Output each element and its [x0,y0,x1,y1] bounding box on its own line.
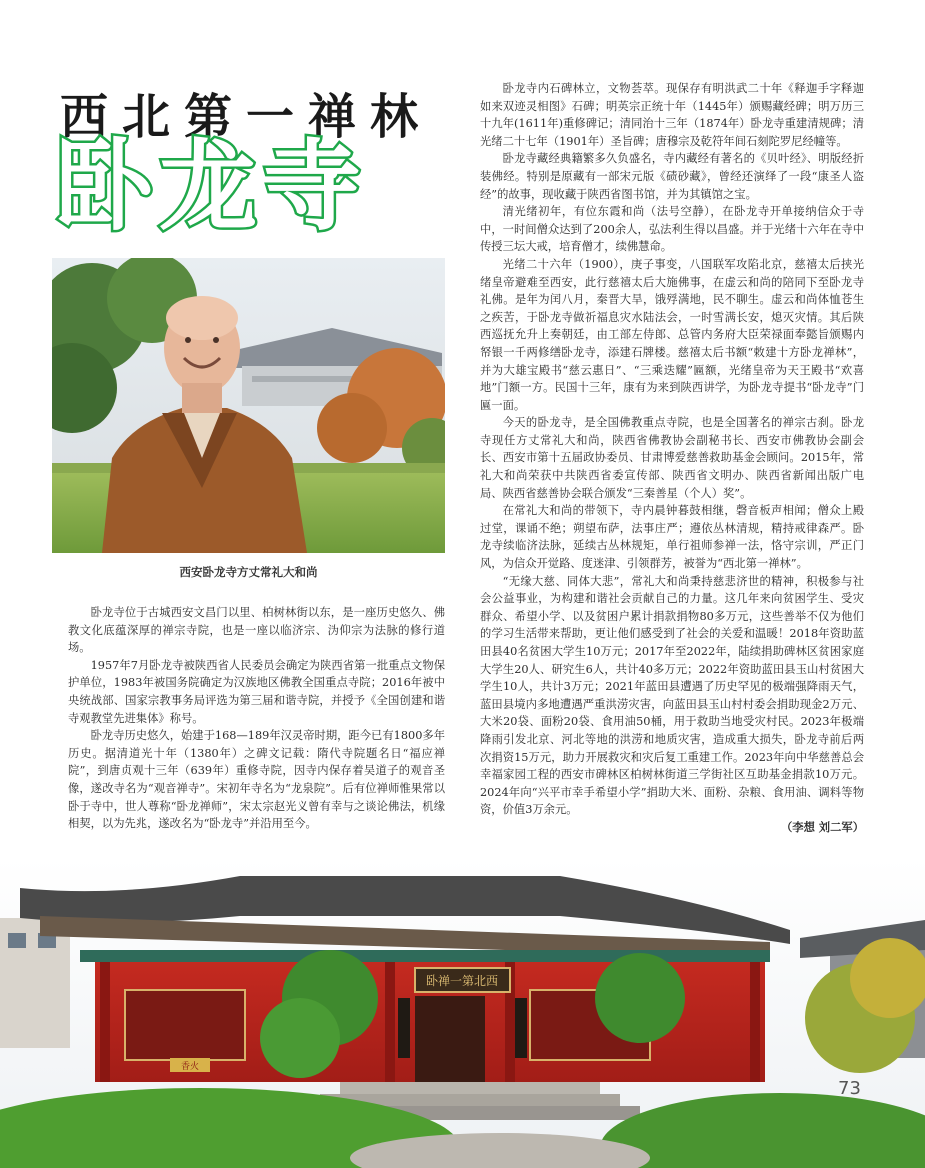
paragraph: 1957年7月卧龙寺被陕西省人民委员会确定为陕西省第一批重点文物保护单位，1983年被国务院确定为汉族地区佛教全国重点寺院；2016年被中央统战部、国家宗教事务局评选为第三届和谐寺院，并授予《全国创建和谐寺观教堂先进集体》称号。 [68,658,445,725]
article-author: （李想 刘二军） [780,819,864,834]
page-title: 西北第一禅林 [60,89,433,145]
temple-plaque-text: 卧禅一第北西 [425,974,499,988]
temple-photo [0,858,925,1168]
paragraph: 光绪二十六年（1900），庚子事变，八国联军攻陷北京，慈禧太后挟光绪皇帝避难至西安，此行慈禧太后大施佛事，在虚云和尚的陪同下至卧龙寺礼佛。是年为闰八月，秦晋大旱，饿殍满地，民不聊生。虚云和尚体恤苍生之疾苦，于卧龙寺做祈福息灾水陆法会，一时雪满长安，熄灭灾情。其后陕西巡抚允升上奏朝廷，由工部左侍郎、总管内务府大臣荣禄面奉懿旨颁赐内帑银一千两修缮卧龙寺，添建石牌楼。慈禧太后书额“敕建十方卧龙禅林”，并为大雄宝殿书“慈云惠日”、“三乘迭耀”匾额，光绪皇帝为天王殿书“欢喜地”门额一方。民国十三年，康有为来到陕西讲学，为卧龙寺提书“卧龙寺”门匾一面。 [480,257,864,412]
side-sign-text: 香火 [180,1062,200,1072]
paragraph: 卧龙寺内石碑林立，文物荟萃。现保存有明洪武二十年《释迦手字释迦如来双迹灵相图》石碑；明英宗正统十年（1445年）颁赐藏经碑；明万历三十九年(1611年)重修碑记；清同治十三年（1874年）卧龙寺重建清规碑；清光绪二十七年（1901年）圣旨碑；唐穆宗及乾符年间石刻陀罗尼经幢等。 [480,82,864,148]
paragraph: “无缘大慈、同体大悲”，常礼大和尚秉持慈悲济世的精神，积极参与社会公益事业，为构建和谐社会贡献自己的力量。这几年来向贫困学生、受灾群众、希望小学、以及贫困户累计捐款捐物80多万元，这些善举不仅为他们的学习生活带来帮助，更让他们感受到了社会的关爱和温暖！2018年资助蓝田县40名贫困大学生10万元；2017年至2022年，陆续捐助碑林区贫困家庭大学生20人、研究生6人，共计40多万元；2022年资助蓝田县玉山村贫困大学生10人，共计3万元；2021年蓝田县遭遇了历史罕见的极端强降雨天气，蓝田县境内多地遭遇严重洪涝灾害，向蓝田县玉山村村委会捐助现金2万元、大米20袋、面粉20袋、食用油50桶，用于救助当地受灾村民。2023年极端降雨引发北京、河北等地的洪涝和地质灾害，造成重大损失，卧龙寺前后两次捐资15万元，助力开展救灾和灾后复工重建工作。2023年向中华慈善总会幸福家园工程的西安市碑林区柏树林街道三学街社区互助基金捐款10万元。2024年向“兴平市幸手希望小学”捐助大米、面粉、杂粮、食用油、调料等物资，价值3万余元。 [480,574,864,817]
article-column-left [68,604,445,833]
abbot-photo [52,258,445,553]
article-column-right [480,80,864,837]
paragraph: 卧龙寺藏经典籍繁多久负盛名，寺内藏经有著名的《贝叶经》、明版经折装佛经。特别是原藏有一部宋元版《碛砂藏》，曾经还演绎了一段“康圣人盗经”的故事，现收藏于陕西省图书馆，并为其镇馆之宝。 [480,152,864,201]
abbot-portrait-illustration [52,258,445,553]
temple-name-title: 卧龙寺 [55,130,368,244]
temple-hall-illustration [0,858,925,1168]
paragraph: 卧龙寺位于古城西安文昌门以里、柏树林街以东，是一座历史悠久、佛教文化底蕴深厚的禅宗寺院，也是一座以临济宗、沩仰宗为法脉的修行道场。 [68,606,445,655]
paragraph: 今天的卧龙寺，是全国佛教重点寺院，也是全国著名的禅宗古刹。卧龙寺现任方丈常礼大和尚，陕西省佛教协会副秘书长、西安市佛教协会副会长、西安市第十五届政协委员、甘肃博爱慈善救助基金会顾问。2015年，常礼大和尚荣获中共陕西省委宣传部、陕西省文明办、陕西省新闻出版广电局、陕西省慈善协会联合颁发“三秦善星（个人）奖”。 [480,416,864,500]
photo-caption: 西安卧龙寺方丈常礼大和尚 [179,565,318,579]
paragraph: 清光绪初年，有位东霞和尚（法号空静），在卧龙寺开单接纳信众于寺中，一时间僧众达到了200余人，弘法利生得以昌盛。并于光绪十六年在寺中传授三坛大戒，培育僧才，续佛慧命。 [480,205,864,254]
page-number: 73 [838,1078,861,1099]
paragraph: 在常礼大和尚的带领下，寺内晨钟暮鼓相继，磬音板声相闻；僧众上殿过堂，课诵不绝；朔望布萨，法事庄严；遵依丛林清规，精持戒律森严。卧龙寺续临济法脉，延续古丛林规矩，单行祖师参禅一法，恪守宗训，严正门风，为信众开觉路、度迷津、引领群芳，被誉为“西北第一禅林”。 [480,504,864,571]
paragraph: 卧龙寺历史悠久，始建于168—189年汉灵帝时期，距今已有1800多年历史。据清道光十年（1380年）之碑文记载：隋代寺院题名日“福应禅院”，到唐贞观十三年（639年）重修寺院，因寺内保存着吴道子的观音圣像，遂改寺名为“观音禅寺”。宋初年寺名为“龙泉院”。后有位禅师惟果常以卧于寺中，世人尊称“卧龙禅师”，宋太宗赵光义曾有幸与之谈论佛法，机缘相契，以为先兆，遂改名为“卧龙寺”并沿用至今。 [68,729,445,831]
